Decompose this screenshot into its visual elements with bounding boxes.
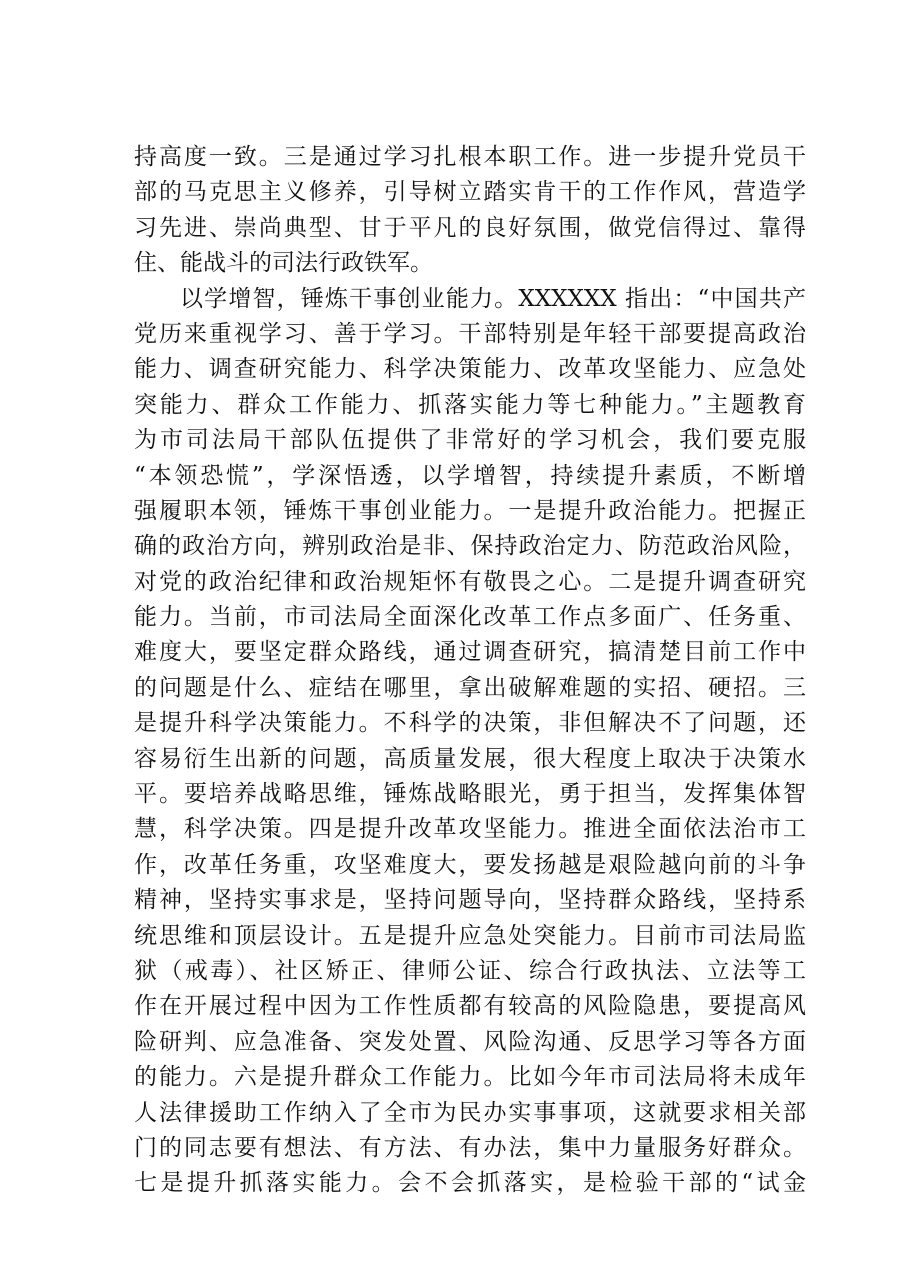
paragraph-heading-line: 以学增智，锤炼干事创业能力。XXXXXX 指出：“中国共产: [180, 285, 806, 312]
text-line: 难度大，要坚定群众路线，通过调查研究，搞清楚目前工作中: [134, 639, 806, 666]
text-line: 对党的政治纪律和政治规矩怀有敬畏之心。二是提升调查研究: [134, 568, 806, 595]
text-line: 为市司法局干部队伍提供了非常好的学习机会，我们要克服: [134, 427, 806, 454]
text-line: 能力、调查研究能力、科学决策能力、改革攻坚能力、应急处: [134, 356, 806, 383]
text-line: 能力。当前，市司法局全面深化改革工作点多面广、任务重、: [134, 604, 806, 631]
text-line: 门的同志要有想法、有方法、有办法，集中力量服务好群众。: [134, 1134, 806, 1161]
text-line: 部的马克思主义修养，引导树立踏实肯干的工作作风，营造学: [134, 179, 806, 206]
text-line: 党历来重视学习、善于学习。干部特别是年轻干部要提高政治: [134, 320, 806, 347]
text-line: 险研判、应急准备、突发处置、风险沟通、反思学习等各方面: [134, 1028, 806, 1055]
text-line: 人法律援助工作纳入了全市为民办实事事项，这就要求相关部: [134, 1099, 806, 1126]
text-line: 习先进、崇尚典型、甘于平凡的良好氛围，做党信得过、靠得: [134, 214, 806, 241]
text-line: 平。要培养战略思维，锤炼战略眼光，勇于担当，发挥集体智: [134, 781, 806, 808]
text-line: 狱（戒毒）、社区矫正、律师公证、综合行政执法、立法等工: [134, 957, 806, 984]
text-line: 七是提升抓落实能力。会不会抓落实，是检验干部的“试金: [134, 1170, 806, 1197]
text-line: 的问题是什么、症结在哪里，拿出破解难题的实招、硬招。三: [134, 674, 806, 701]
text-line: 作在开展过程中因为工作性质都有较高的风险隐患，要提高风: [134, 993, 806, 1020]
text-line: 容易衍生出新的问题，高质量发展，很大程度上取决于决策水: [134, 745, 806, 772]
text-line: 强履职本领，锤炼干事创业能力。一是提升政治能力。把握正: [134, 497, 806, 524]
text-line: 是提升科学决策能力。不科学的决策，非但解决不了问题，还: [134, 710, 806, 737]
text-line: 慧，科学决策。四是提升改革攻坚能力。推进全面依法治市工: [134, 816, 806, 843]
body-text: [134, 140, 806, 1202]
text-line: “本领恐慌”，学深悟透，以学增智，持续提升素质，不断增: [134, 462, 806, 489]
text-line: 住、能战斗的司法行政铁军。: [134, 250, 433, 277]
text-line: 作，改革任务重，攻坚难度大，要发扬越是艰险越向前的斗争: [134, 851, 806, 878]
text-line: 突能力、群众工作能力、抓落实能力等七种能力。”主题教育: [134, 391, 806, 418]
text-line: 统思维和顶层设计。五是提升应急处突能力。目前市司法局监: [134, 922, 806, 949]
text-line: 的能力。六是提升群众工作能力。比如今年市司法局将未成年: [134, 1064, 806, 1091]
text-line: 确的政治方向，辨别政治是非、保持政治定力、防范政治风险，: [134, 533, 806, 560]
text-line: 精神，坚持实事求是，坚持问题导向，坚持群众路线，坚持系: [134, 887, 806, 914]
text-line: 持高度一致。三是通过学习扎根本职工作。进一步提升党员干: [134, 144, 806, 170]
